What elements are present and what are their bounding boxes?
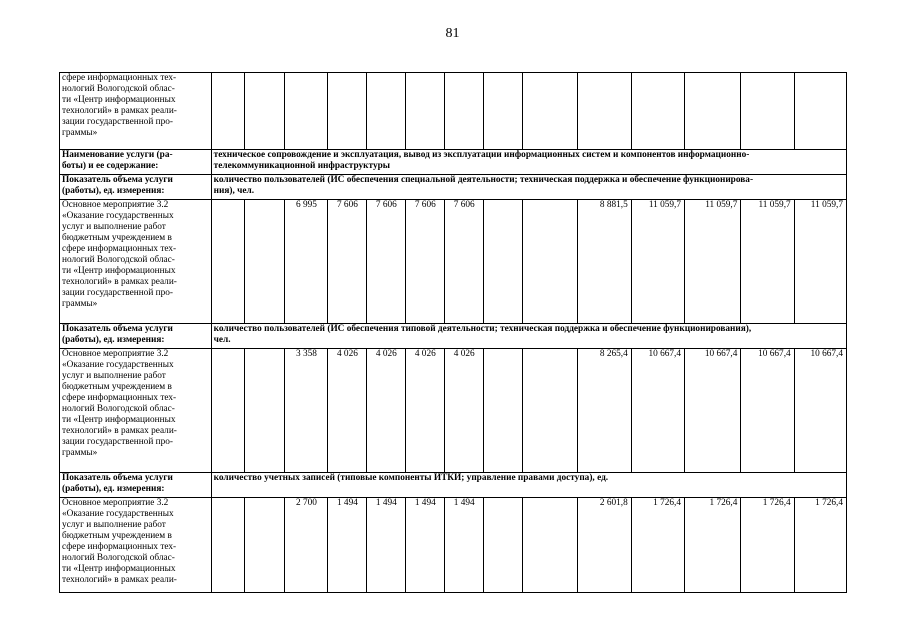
section-label: Показатель объема услуги (работы), ед. измерения: — [60, 473, 212, 498]
value-cell: 10 667,4 — [794, 349, 846, 473]
value-cell: 7 606 — [445, 200, 484, 324]
value-cell — [794, 73, 846, 150]
value-cell: 4 026 — [367, 349, 406, 473]
value-cell: 1 726,4 — [741, 498, 794, 593]
program-table — [59, 72, 847, 593]
value-cell — [245, 200, 285, 324]
activity-name: Основное мероприятие 3.2 «Оказание государственных услуг и выполнение работ бюджетным учреждением в сфере информационных тех- нологий Вологодской облас- ти «Центр информационных технологий» в рамках реали- зации государственной про- граммы» — [60, 349, 212, 473]
section-label: Показатель объема услуги (работы), ед. измерения: — [60, 324, 212, 349]
activity-row — [60, 498, 847, 593]
value-cell: 11 059,7 — [631, 200, 684, 324]
section-label: Наименование услуги (ра- боты) и ее содержание: — [60, 150, 212, 175]
activity-name: Основное мероприятие 3.2 «Оказание государственных услуг и выполнение работ бюджетным учреждением в сфере информационных тех- нологий Вологодской облас- ти «Центр информационных технологий» в рамках реали- — [60, 498, 212, 593]
value-cell — [523, 200, 578, 324]
value-cell — [211, 200, 245, 324]
value-cell — [578, 73, 631, 150]
value-cell: 10 667,4 — [631, 349, 684, 473]
section-text: количество учетных записей (типовые компоненты ИТКИ; управление правами доступа), ед. — [211, 473, 846, 498]
value-cell: 1 726,4 — [631, 498, 684, 593]
value-cell: 6 995 — [285, 200, 328, 324]
value-cell — [245, 349, 285, 473]
value-cell: 1 494 — [406, 498, 445, 593]
value-cell — [211, 73, 245, 150]
section-header-row — [60, 175, 847, 200]
value-cell — [211, 498, 245, 593]
value-cell — [328, 73, 367, 150]
value-cell: 4 026 — [445, 349, 484, 473]
value-cell: 1 494 — [367, 498, 406, 593]
value-cell: 1 726,4 — [794, 498, 846, 593]
value-cell: 11 059,7 — [741, 200, 794, 324]
value-cell: 7 606 — [328, 200, 367, 324]
activity-name: сфере информационных тех- нологий Вологодской облас- ти «Центр информационных технологий» в рамках реали- зации государственной про- граммы» — [60, 73, 212, 150]
page-number: 81 — [445, 26, 460, 41]
activity-row — [60, 349, 847, 473]
value-cell: 2 601,8 — [578, 498, 631, 593]
value-cell: 11 059,7 — [685, 200, 741, 324]
value-cell — [367, 73, 406, 150]
value-cell: 1 494 — [445, 498, 484, 593]
value-cell: 1 494 — [328, 498, 367, 593]
value-cell: 4 026 — [328, 349, 367, 473]
value-cell — [741, 73, 794, 150]
value-cell: 4 026 — [406, 349, 445, 473]
value-cell — [484, 200, 523, 324]
value-cell: 7 606 — [406, 200, 445, 324]
value-cell — [523, 73, 578, 150]
section-label: Показатель объема услуги (работы), ед. измерения: — [60, 175, 212, 200]
section-header-row — [60, 150, 847, 175]
value-cell — [631, 73, 684, 150]
section-text: количество пользователей (ИС обеспечения типовой деятельности; техническая поддержка и обеспечение функционирования), чел. — [211, 324, 846, 349]
value-cell: 8 881,5 — [578, 200, 631, 324]
value-cell — [211, 349, 245, 473]
section-header-row — [60, 324, 847, 349]
value-cell: 2 700 — [285, 498, 328, 593]
activity-name: Основное мероприятие 3.2 «Оказание государственных услуг и выполнение работ бюджетным учреждением в сфере информационных тех- нологий Вологодской облас- ти «Центр информационных технологий» в рамках реали- зации государственной про- граммы» — [60, 200, 212, 324]
activity-row — [60, 73, 847, 150]
value-cell — [406, 73, 445, 150]
activity-row — [60, 200, 847, 324]
value-cell — [523, 349, 578, 473]
value-cell — [245, 73, 285, 150]
value-cell: 10 667,4 — [685, 349, 741, 473]
value-cell: 10 667,4 — [741, 349, 794, 473]
value-cell: 1 726,4 — [685, 498, 741, 593]
value-cell: 3 358 — [285, 349, 328, 473]
section-text: количество пользователей (ИС обеспечения специальной деятельности; техническая поддержка и обеспечение функционирова- ния), чел. — [211, 175, 846, 200]
value-cell: 11 059,7 — [794, 200, 846, 324]
value-cell — [685, 73, 741, 150]
table-body — [60, 73, 847, 593]
section-text: техническое сопровождение и эксплуатация, вывод из эксплуатации информационных систем и компонентов информационно- телекоммуникационной инфраструктуры — [211, 150, 846, 175]
value-cell: 7 606 — [367, 200, 406, 324]
section-header-row — [60, 473, 847, 498]
value-cell — [445, 73, 484, 150]
value-cell — [484, 498, 523, 593]
value-cell — [484, 349, 523, 473]
value-cell — [245, 498, 285, 593]
value-cell — [523, 498, 578, 593]
value-cell — [484, 73, 523, 150]
value-cell: 8 265,4 — [578, 349, 631, 473]
value-cell — [285, 73, 328, 150]
